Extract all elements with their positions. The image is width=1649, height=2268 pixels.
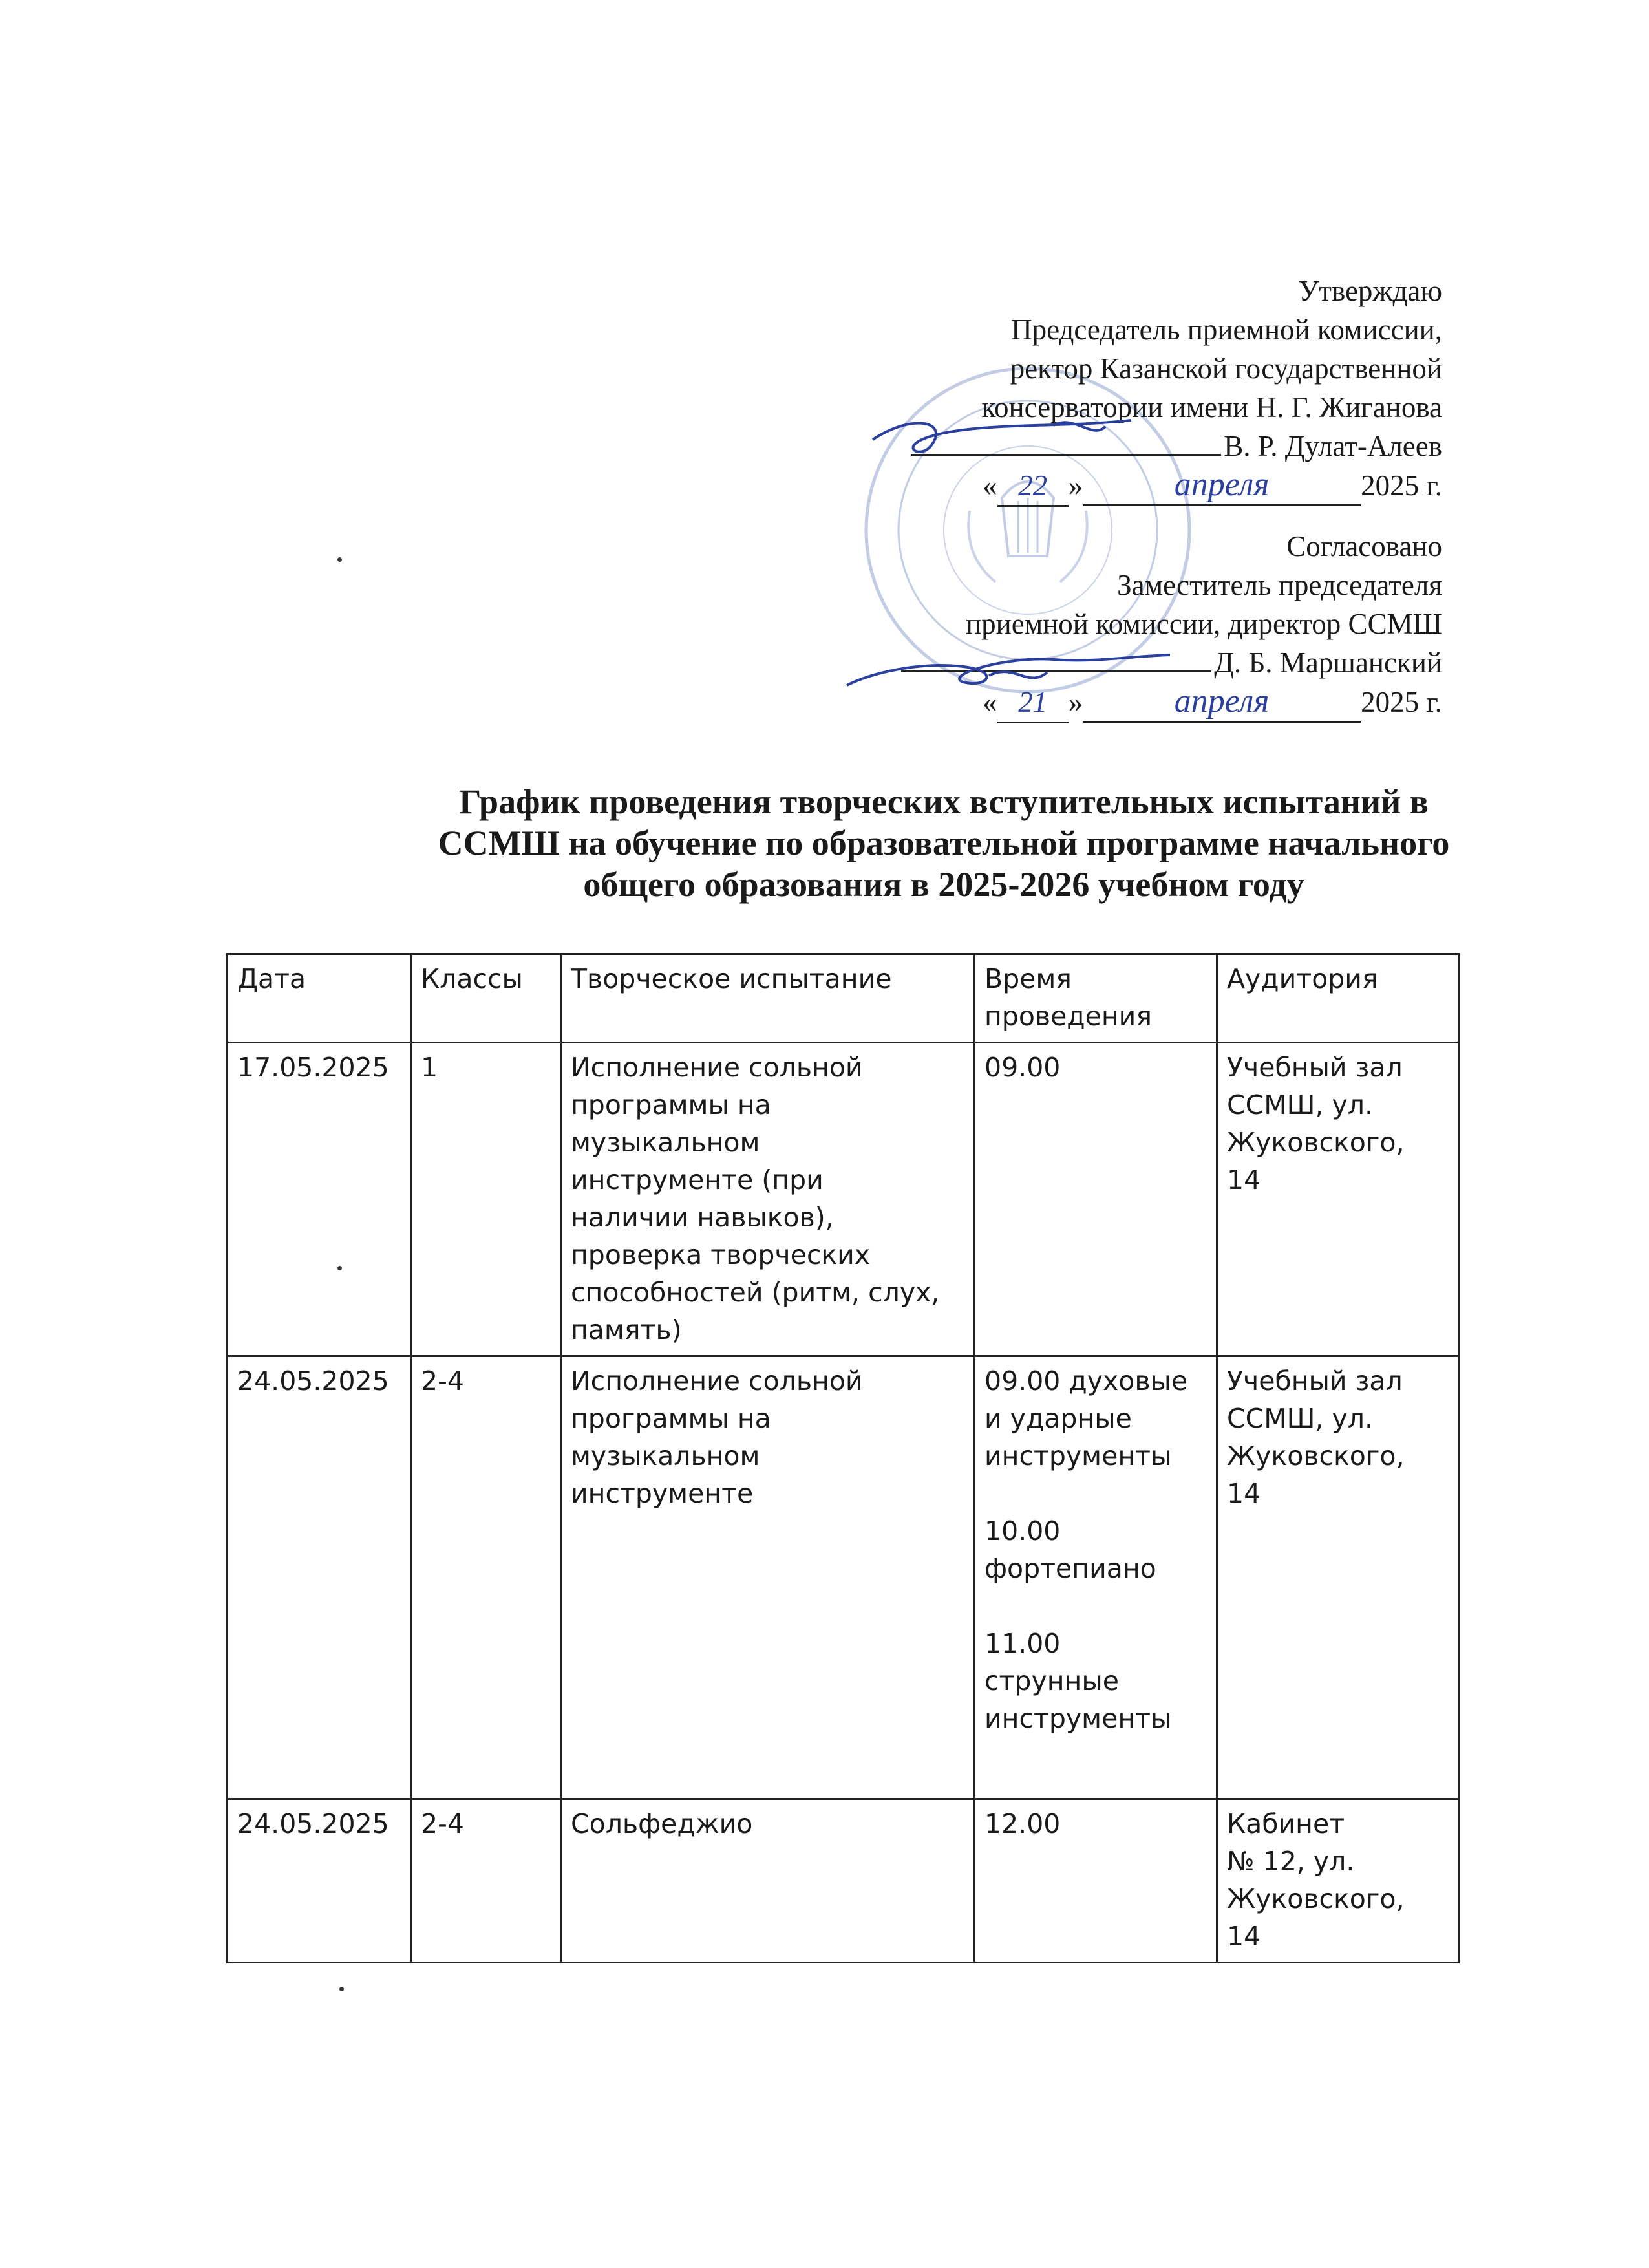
title-line2: ССМШ на обучение по образовательной программе начального — [438, 824, 1450, 862]
approver-day: 22 — [997, 466, 1069, 507]
agreer-position-line2: приемной комиссии, директор ССМШ — [966, 608, 1442, 640]
approver-position-line2: ректор Казанской государственной — [1010, 352, 1442, 385]
approver-month: апреля — [1083, 465, 1361, 506]
agreement-block — [666, 527, 1442, 723]
cell-classes: 2-4 — [411, 1356, 561, 1799]
approver-date-close: » — [1068, 469, 1083, 502]
agree-heading: Согласовано — [1286, 530, 1442, 562]
table-header-row — [228, 954, 1459, 1043]
cell-time: 09.00 — [975, 1043, 1217, 1356]
approval-block — [666, 272, 1442, 507]
approver-date-line — [666, 465, 1442, 507]
document-title — [323, 781, 1564, 905]
cell-time: 09.00 духовые и ударные инструменты 10.00 фортепиано 11.00 струнные инструменты — [975, 1356, 1217, 1799]
cell-time: 12.00 — [975, 1799, 1217, 1963]
schedule-table — [226, 953, 1460, 1963]
agreer-month: апреля — [1083, 682, 1361, 723]
agreer-date-close: » — [1068, 686, 1083, 718]
agreer-year: 2025 г. — [1361, 686, 1442, 718]
cell-classes: 2-4 — [411, 1799, 561, 1963]
approver-date-open: « — [983, 469, 997, 502]
agreer-name: Д. Б. Маршанский — [1214, 647, 1442, 679]
title-line3: общего образования в 2025-2026 учебном году — [583, 865, 1304, 904]
approver-name: В. Р. Дулат-Алеев — [1224, 430, 1442, 462]
scan-speck — [339, 1987, 344, 1991]
approver-year: 2025 г. — [1361, 469, 1442, 502]
cell-exam: Сольфеджио — [561, 1799, 975, 1963]
title-line1: График проведения творческих вступительных испытаний в — [459, 782, 1429, 821]
approver-signature-line — [666, 427, 1442, 465]
cell-classes: 1 — [411, 1043, 561, 1356]
scan-speck — [337, 557, 342, 562]
cell-date: 24.05.2025 — [228, 1356, 411, 1799]
agreer-day: 21 — [997, 683, 1069, 723]
agreer-date-open: « — [983, 686, 997, 718]
cell-date: 24.05.2025 — [228, 1799, 411, 1963]
cell-room: Кабинет № 12, ул. Жуковского, 14 — [1217, 1799, 1459, 1963]
header-time: Время проведения — [975, 954, 1217, 1043]
cell-room: Учебный зал ССМШ, ул. Жуковского, 14 — [1217, 1043, 1459, 1356]
header-exam: Творческое испытание — [561, 954, 975, 1043]
scan-speck — [337, 1266, 342, 1270]
approver-position-line1: Председатель приемной комиссии, — [1011, 314, 1442, 346]
cell-exam: Исполнение сольной программы на музыкальном инструменте (при наличии навыков), проверка творческих способностей (ритм, слух, память) — [561, 1043, 975, 1356]
approver-position-line3: консерватории имени Н. Г. Жиганова — [981, 391, 1442, 423]
table-row — [228, 1043, 1459, 1356]
header-classes: Классы — [411, 954, 561, 1043]
cell-date: 17.05.2025 — [228, 1043, 411, 1356]
table-row — [228, 1799, 1459, 1963]
header-room: Аудитория — [1217, 954, 1459, 1043]
approve-heading: Утверждаю — [1298, 275, 1442, 307]
cell-exam: Исполнение сольной программы на музыкальном инструменте — [561, 1356, 975, 1799]
cell-room: Учебный зал ССМШ, ул. Жуковского, 14 — [1217, 1356, 1459, 1799]
agreer-signature-line — [666, 643, 1442, 682]
table-row — [228, 1356, 1459, 1799]
header-date: Дата — [228, 954, 411, 1043]
agreer-position-line1: Заместитель председателя — [1117, 569, 1442, 601]
agreer-date-line — [666, 682, 1442, 723]
